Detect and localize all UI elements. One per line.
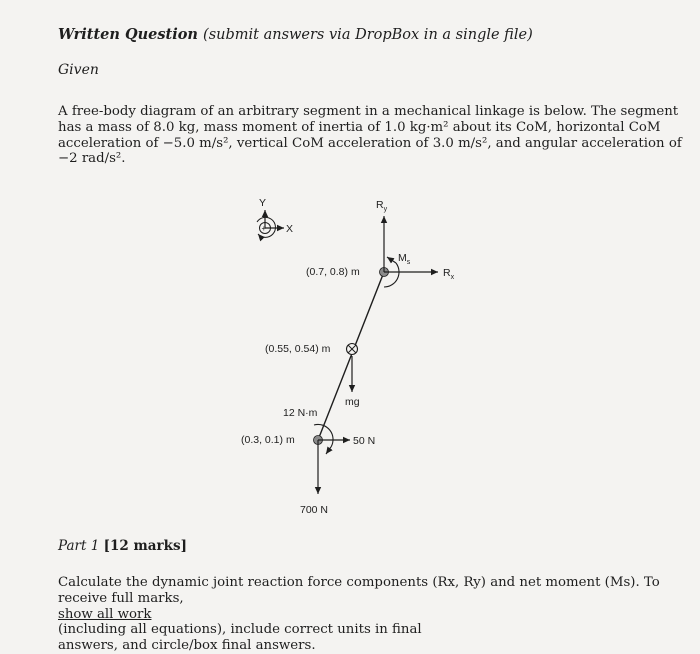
com-coords: (0.55, 0.54) m	[265, 343, 331, 355]
instruction-line: answers, and circle/box final answers.	[58, 638, 316, 654]
problem-line: has a mass of 8.0 kg, mass moment of inertia of 1.0 kg·m² about its CoM, horizontal CoM	[58, 119, 661, 135]
axis-x-label: X	[286, 223, 294, 235]
weight-label: mg	[345, 396, 360, 408]
show-all-work-emphasis: show all work	[58, 606, 152, 622]
part-marks: [12 marks]	[103, 538, 187, 554]
axes-icon	[257, 197, 293, 237]
bottom-joint-coords: (0.3, 0.1) m	[241, 434, 295, 446]
moment-label: 12 N·m	[283, 407, 318, 419]
problem-line: −2 rad/s².	[58, 151, 126, 167]
given-heading: Given	[58, 62, 99, 78]
instruction-line: Calculate the dynamic joint reaction force components (Rx, Ry) and net moment (Ms). To	[58, 575, 660, 590]
part-1-heading	[58, 538, 187, 554]
bottom-joint	[241, 407, 375, 516]
segment-link	[318, 272, 384, 440]
part-number: Part 1	[58, 538, 100, 554]
axis-y-label: Y	[259, 197, 267, 209]
part-1-instructions	[58, 575, 658, 654]
vertical-force-label: 700 N	[300, 504, 329, 516]
ms-label: $M_s$	[398, 252, 411, 266]
problem-line: acceleration of −5.0 m/s², vertical CoM acceleration of 3.0 m/s², and angular acceleration of	[58, 135, 682, 151]
instruction-line: receive full marks, show all work (including all equations), include correct units in final	[58, 591, 658, 638]
top-joint	[306, 199, 455, 287]
moment-arrowhead	[326, 447, 331, 454]
center-of-mass	[265, 343, 360, 408]
positive-sign: +	[261, 224, 267, 233]
title-main: Written Question	[58, 26, 198, 43]
top-joint-coords: (0.7, 0.8) m	[306, 266, 360, 278]
problem-line: A free-body diagram of an arbitrary segment in a mechanical linkage is below. The segment	[58, 104, 679, 119]
title-note: (submit answers via DropBox in a single file)	[203, 27, 533, 43]
ms-arrowhead	[387, 257, 396, 263]
ry-label: $R_y$	[376, 199, 388, 213]
rx-label: $R_x$	[443, 267, 455, 281]
horizontal-force-label: 50 N	[353, 435, 376, 447]
